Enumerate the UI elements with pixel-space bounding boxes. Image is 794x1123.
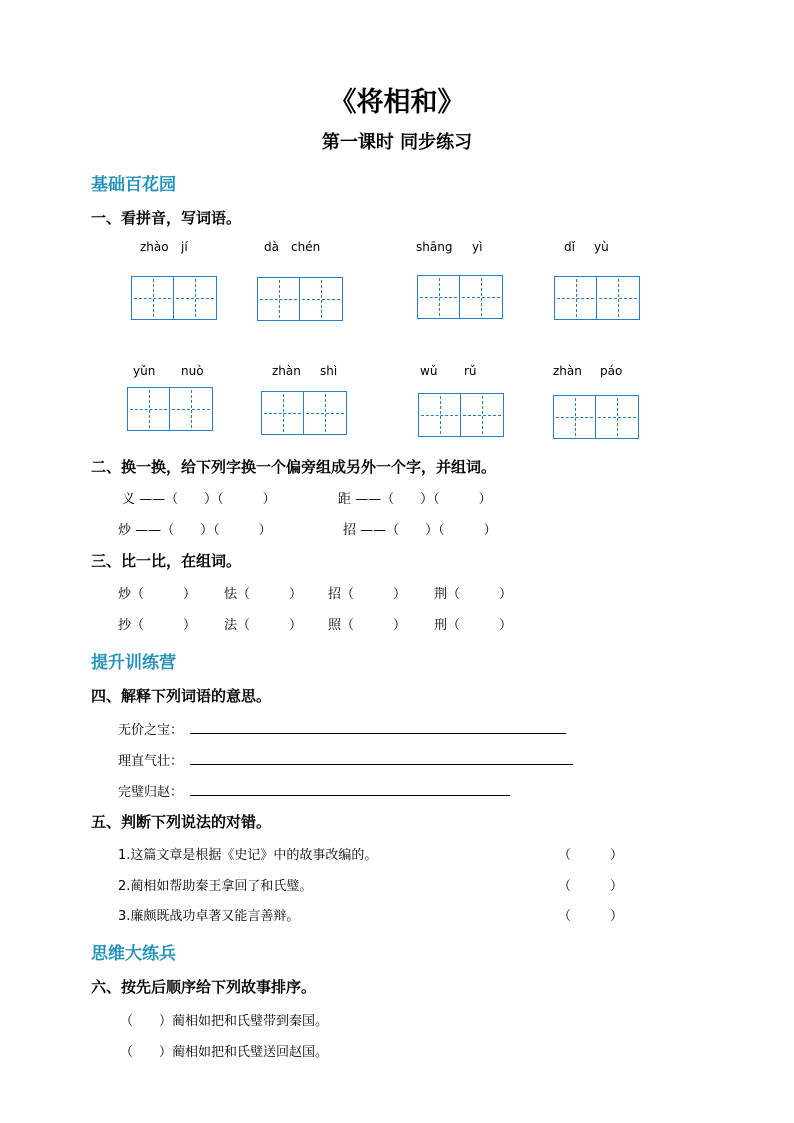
pinyin: yǔn (133, 364, 156, 378)
exercise-line: 距 ——（ ）（ ） (338, 492, 492, 507)
pinyin: yì (472, 240, 483, 254)
exercise-line: 炒 ——（ ）（ ） (118, 523, 272, 538)
page-title: 《将相和》 (329, 87, 465, 118)
answer-line[interactable] (190, 764, 573, 765)
pinyin: páo (600, 364, 623, 378)
writing-grid[interactable] (131, 276, 217, 320)
pinyin: dà (264, 240, 279, 254)
question-1-heading: 一、看拼音，写词语。 (91, 209, 242, 227)
answer-parenthesis[interactable]: （ ） (558, 909, 624, 924)
writing-grid[interactable] (418, 393, 504, 437)
exercise-line: 刑（ ） (434, 618, 513, 633)
pinyin: zhàn (272, 364, 301, 378)
exercise-line: 义 ——（ ）（ ） (122, 492, 276, 507)
answer-parenthesis[interactable]: （ ） (558, 848, 624, 863)
ordering-item: （ ）蔺相如把和氏璧送回赵国。 (120, 1045, 329, 1060)
question-2-heading: 二、换一换，给下列字换一个偏旁组成另外一个字，并组词。 (91, 458, 497, 476)
pinyin: zhào (140, 240, 169, 254)
answer-line[interactable] (190, 733, 566, 734)
section-heading-improve: 提升训练营 (91, 653, 176, 673)
writing-grid[interactable] (261, 391, 347, 435)
pinyin: zhàn (553, 364, 582, 378)
pinyin: chén (291, 240, 321, 254)
pinyin: shāng (416, 240, 453, 254)
writing-grid[interactable] (554, 276, 640, 320)
statement: 3.廉颇既战功卓著又能言善辩。 (118, 909, 300, 924)
term-label: 完璧归赵： (118, 785, 184, 800)
statement: 2.蔺相如帮助秦王拿回了和氏璧。 (118, 879, 313, 894)
exercise-line: 法（ ） (224, 618, 303, 633)
exercise-line: 抄（ ） (118, 618, 197, 633)
exercise-line: 招 ——（ ）（ ） (343, 523, 497, 538)
pinyin: nuò (181, 364, 204, 378)
ordering-item: （ ）蔺相如把和氏璧带到秦国。 (120, 1014, 329, 1029)
page-subtitle: 第一课时 同步练习 (321, 132, 473, 153)
question-3-heading: 三、比一比，在组词。 (91, 552, 242, 570)
exercise-line: 招（ ） (328, 587, 407, 602)
pinyin: jí (181, 240, 188, 254)
term-label: 理直气壮： (118, 754, 184, 769)
term-label: 无价之宝： (118, 723, 184, 738)
statement: 1.这篇文章是根据《史记》中的故事改编的。 (118, 848, 378, 863)
writing-grid[interactable] (127, 387, 213, 431)
writing-grid[interactable] (553, 395, 639, 439)
question-4-heading: 四、解释下列词语的意思。 (91, 687, 272, 705)
writing-grid[interactable] (417, 275, 503, 319)
exercise-line: 荆（ ） (434, 587, 513, 602)
section-heading-thinking: 思维大练兵 (91, 944, 176, 964)
answer-parenthesis[interactable]: （ ） (558, 879, 624, 894)
exercise-line: 炒（ ） (118, 587, 197, 602)
section-heading-basic: 基础百花园 (91, 175, 176, 195)
question-5-heading: 五、判断下列说法的对错。 (91, 813, 272, 831)
pinyin: yù (594, 240, 609, 254)
answer-line[interactable] (190, 795, 510, 796)
pinyin: shì (320, 364, 338, 378)
exercise-line: 怯（ ） (224, 587, 303, 602)
writing-grid[interactable] (257, 277, 343, 321)
pinyin: wǔ (420, 364, 438, 378)
pinyin: rǔ (464, 364, 477, 378)
pinyin: dǐ (564, 240, 575, 254)
question-6-heading: 六、按先后顺序给下列故事排序。 (91, 978, 317, 996)
exercise-line: 照（ ） (328, 618, 407, 633)
